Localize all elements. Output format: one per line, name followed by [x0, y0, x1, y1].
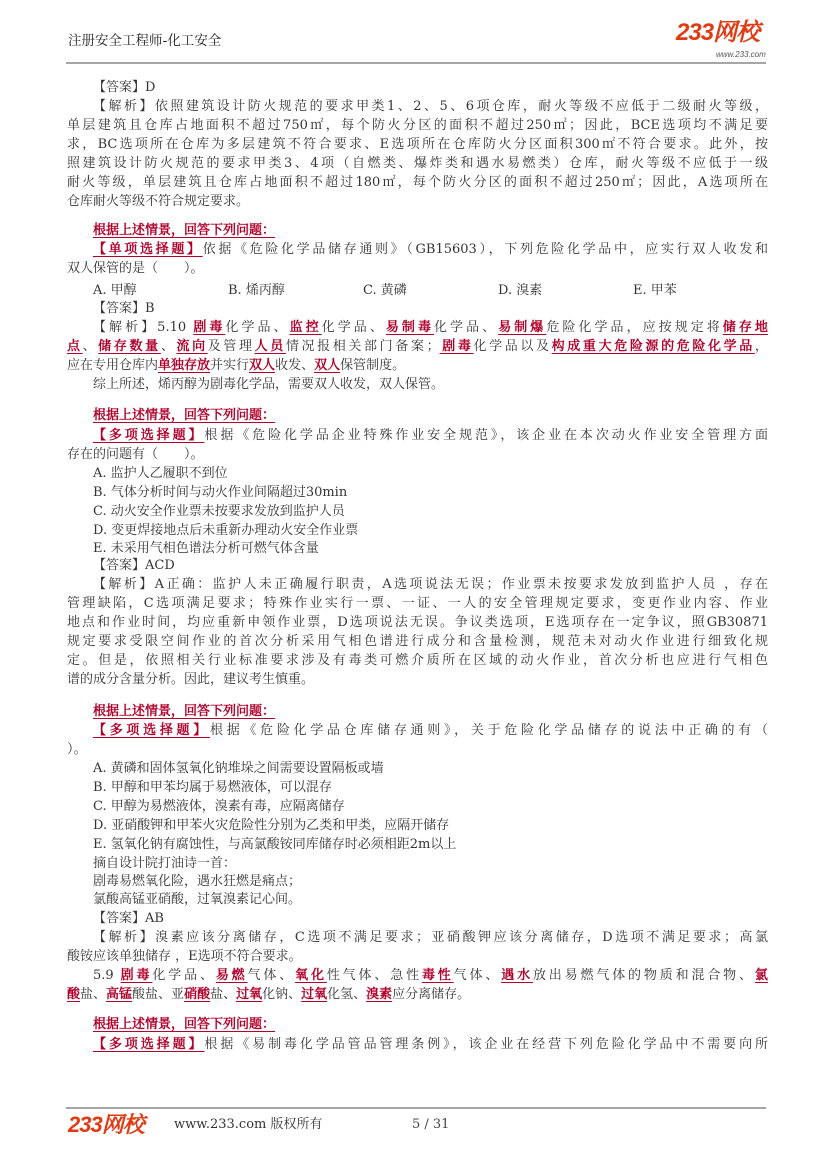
text-line [67, 337, 768, 356]
text-line [67, 594, 768, 613]
text-line [67, 356, 768, 375]
highlighted-keyword: 遇水 [501, 968, 533, 983]
section-prompt [93, 702, 768, 721]
text-segment: 依据《危险化学品储存通则》（GB15603），下列危险化学品中，应实行双人收发和 [202, 242, 768, 257]
text-line [67, 173, 768, 192]
highlighted-keyword: 剧毒 [120, 968, 153, 983]
text-segment: 摘自设计院打油诗一首： [93, 856, 237, 871]
text-line [67, 192, 768, 211]
text-line [93, 556, 768, 575]
text-line [67, 632, 768, 651]
text-segment: 剧毒易燃氧化险，遇水狂燃是痛点； [93, 874, 302, 889]
options-row [93, 281, 768, 300]
text-segment: 存在的问题有（ ）。 [67, 447, 204, 462]
text-segment: 根据上述情景，回答下列问题： [93, 704, 276, 719]
text-segment: 根据《危险化学品企业特殊作业安全规范》，该企业在本次动火作业安全管理方面 [204, 428, 768, 443]
highlighted-keyword: 硝酸 [184, 987, 211, 1002]
text-segment: 化学品、 [434, 320, 499, 335]
text-segment: 【答案】B [93, 301, 155, 316]
text-line [67, 651, 768, 670]
text-segment: B. 甲醇和甲苯均属于易燃液体，可以混存 [93, 780, 332, 795]
text-segment: 盐、 [80, 987, 107, 1002]
text-segment: ）。 [67, 742, 87, 757]
text-line [93, 872, 768, 891]
text-line [93, 1035, 768, 1054]
highlighted-keyword: 监控 [289, 320, 322, 335]
brand-logo-url: www.233.com [716, 50, 766, 59]
text-line [67, 985, 768, 1004]
highlighted-keyword: 易燃 [215, 968, 248, 983]
copyright-text: www.233.com 版权所有 [174, 1117, 323, 1132]
text-segment: E. 未采用气相色谱法分析可燃气体含量 [93, 541, 319, 556]
highlighted-keyword: 易制毒 [385, 320, 435, 335]
highlighted-keyword: 【多项选择题】 [93, 723, 210, 738]
highlighted-keyword: 【多项选择题】 [93, 1037, 205, 1052]
highlighted-keyword: 流向 [176, 339, 208, 354]
text-segment: 5.9 [93, 968, 121, 983]
text-segment: D. 亚硝酸钾和甲苯火灾危险性分别为乙类和甲类，应隔开储存 [93, 818, 450, 833]
highlighted-keyword: 过氧 [301, 987, 328, 1002]
text-segment: B. 气体分析时间与动火作业间隔超过30min [93, 485, 348, 500]
text-segment: 、 [82, 339, 99, 354]
highlighted-keyword: 构成重大危险源的危险化学品 [551, 339, 755, 354]
text-segment: 应分离储存。 [392, 987, 471, 1002]
text-segment: 【答案】ACD [93, 558, 175, 573]
text-line [67, 740, 768, 759]
text-segment: 管理缺陷，C选项满足要求；特殊作业实行一票、一证、一人的安全管理规定要求，变更作业内容、作业 [67, 596, 768, 611]
highlighted-keyword: 易制爆 [498, 320, 547, 335]
highlighted-keyword: 双人 [314, 358, 341, 373]
text-line [93, 575, 768, 594]
text-line [93, 928, 768, 947]
highlighted-keyword: 人员 [254, 339, 286, 354]
text-segment: 化学品、 [152, 968, 216, 983]
text-segment: 收发、 [275, 358, 315, 373]
highlighted-keyword: 双人 [249, 358, 276, 373]
text-segment: 【解析】依照建筑设计防火规范的要求甲类1、2、5、6项仓库，耐火等级不应低于二级耐火等级， [93, 99, 768, 114]
text-segment: 照建筑设计防火规范的要求甲类3、4项（自燃类、爆炸类和遇水易燃类）仓库，耐火等级不应低于一级 [67, 156, 768, 171]
text-segment: 危险化学品，应按规定将 [546, 320, 723, 335]
highlighted-keyword: 酸 [67, 987, 81, 1002]
text-line [93, 375, 768, 394]
highlighted-keyword: 剧毒 [439, 339, 474, 354]
text-line [93, 909, 768, 928]
highlighted-keyword: 点 [67, 339, 83, 354]
text-segment: C. 动火安全作业票未按要求发放到监护人员 [93, 504, 345, 519]
text-segment: 规定要求受限空间作业的首次分析采用气相色谱进行成分和含量检测，规范未对动火作业进行细致化规 [67, 634, 768, 649]
text-segment: 根据上述情景，回答下列问题： [93, 408, 276, 423]
text-line [93, 299, 768, 318]
brand-logo: 233网校 [676, 19, 760, 46]
text-segment: 氯酸高锰亚硝酸，过氧溴素记心间。 [93, 892, 302, 907]
document-title: 注册安全工程师-化工安全 [68, 33, 222, 49]
text-segment: 根据《危险化学品仓库储存通则》，关于危险化学品储存的说法中正确的有（ [209, 723, 768, 738]
text-line [67, 154, 768, 173]
highlighted-keyword: 剧毒 [193, 320, 226, 335]
text-segment: 及管理 [207, 339, 255, 354]
text-segment: C. 甲醇为易燃液体，溴素有毒，应隔离储存 [93, 799, 345, 814]
text-line [67, 670, 768, 689]
section-prompt [93, 1015, 768, 1034]
text-segment: 保管制度。 [340, 358, 406, 373]
highlighted-keyword: 单独存放 [158, 358, 211, 373]
text-segment: 气体、 [247, 968, 296, 983]
text-line [67, 613, 768, 632]
text-segment: 酸盐、亚 [132, 987, 185, 1002]
text-segment: 情况报相关部门备案； [285, 339, 440, 354]
text-segment: 应在专用仓库内 [67, 358, 159, 373]
text-line [93, 521, 768, 540]
text-line [93, 318, 768, 337]
highlighted-keyword: 氯 [754, 968, 768, 983]
text-line [93, 721, 768, 740]
text-segment: 、 [160, 339, 177, 354]
option-item: E. 甲苯 [633, 283, 677, 298]
highlighted-keyword: 毒性 [421, 968, 454, 983]
text-line [67, 947, 768, 966]
text-segment: 【解析】5.10 [93, 320, 194, 335]
text-line [67, 259, 768, 278]
text-segment: 仓库耐火等级不符合规定要求。 [67, 194, 250, 209]
text-segment: 化学品、 [225, 320, 290, 335]
text-line [93, 797, 768, 816]
text-line [93, 778, 768, 797]
text-segment: 耐火等级，单层建筑且仓库占地面积不超过180㎡，每个防火分区的面积不超过250㎡；因此，A选项所在 [67, 175, 768, 190]
text-segment: 并实行 [210, 358, 250, 373]
highlighted-keyword: 【单项选择题】 [93, 242, 203, 257]
highlighted-keyword: 溴素 [366, 987, 393, 1002]
text-line [93, 854, 768, 873]
text-line [93, 78, 768, 97]
text-segment: 综上所述，烯丙醇为剧毒化学品，需要双人收发，双人保管。 [93, 377, 445, 392]
page-number: 5 / 31 [412, 1117, 450, 1132]
text-line [93, 464, 768, 483]
footer-logo: 233网校 [68, 1112, 144, 1137]
text-segment: 双人保管的是（ ）。 [67, 261, 204, 276]
text-line [93, 835, 768, 854]
text-line [93, 502, 768, 521]
highlighted-keyword: 氧化 [295, 968, 327, 983]
text-segment: 放出易燃气体的物质和混合物、 [532, 968, 755, 983]
text-segment: 化钠、 [262, 987, 302, 1002]
text-segment: 化学品、 [321, 320, 386, 335]
header-divider [66, 62, 766, 64]
highlighted-keyword: 过氧 [236, 987, 263, 1002]
text-line [93, 240, 768, 259]
text-segment: 根据《易制毒化学品管品管理条例》，该企业在经营下列危险化学品中不需要向所 [204, 1037, 768, 1052]
option-item: A. 甲醇 [93, 283, 137, 298]
option-item: C. 黄磷 [363, 283, 407, 298]
text-line [93, 426, 768, 445]
text-line [93, 816, 768, 835]
highlighted-keyword: 储存数量 [98, 339, 161, 354]
highlighted-keyword: 储存地 [722, 320, 768, 335]
text-segment: 化氢、 [327, 987, 367, 1002]
text-segment: 性气体、急性 [326, 968, 422, 983]
text-line [93, 483, 768, 502]
text-line [67, 116, 768, 135]
text-segment: A. 黄磷和固体氢氧化钠堆垛之间需要设置隔板或墙 [93, 761, 384, 776]
text-line [93, 759, 768, 778]
text-segment: 根据上述情景，回答下列问题： [93, 223, 276, 238]
section-prompt [93, 406, 768, 425]
footer-divider [66, 1107, 766, 1109]
text-segment: 单层建筑且仓库占地面积不超过750㎡，每个防火分区的面积不超过250㎡；因此，BCE选项均不满足要 [67, 118, 768, 133]
text-segment: 气体、 [453, 968, 502, 983]
text-line [93, 966, 768, 985]
text-segment: 【解析】A正确：监护人未正确履行职责，A选项说法无误；作业票未按要求发放到监护人员 ，存在 [93, 577, 768, 592]
text-segment: 化学品以及 [473, 339, 552, 354]
text-segment: ， [754, 339, 768, 354]
text-line [67, 135, 768, 154]
highlighted-keyword: 【多项选择题】 [93, 428, 205, 443]
text-segment: A. 监护人乙履职不到位 [93, 466, 228, 481]
text-segment: 盐、 [210, 987, 237, 1002]
text-line [67, 445, 768, 464]
option-item: D. 溴素 [498, 283, 543, 298]
text-segment: 谱的成分含量分析。因此，建议考生慎重。 [67, 672, 315, 687]
text-segment: D. 变更焊接地点后未重新办理动火安全作业票 [93, 523, 359, 538]
text-segment: 定。但是，依照相关行业标准要求涉及有毒类可燃介质所在区域的动火作业，首次分析也应进行气相色 [67, 653, 768, 668]
section-prompt [93, 221, 768, 240]
text-segment: 【答案】AB [93, 911, 164, 926]
text-line [93, 97, 768, 116]
text-segment: 【解析】溴素应该分离储存，C选项不满足要求；亚硝酸钾应该分离储存，D选项不满足要求；高氯 [93, 930, 768, 945]
text-segment: 地点和作业时间，均应重新申领作业票，D选项说法无误。争议类选项，E选项存在一定争议，照GB30871 [67, 615, 768, 630]
text-segment: 【答案】D [93, 80, 156, 95]
text-segment: 酸铵应该单独储存 ，E选项不符合要求。 [67, 949, 302, 964]
text-line [93, 890, 768, 909]
text-segment: 求，BC选项所在仓库为多层建筑不符合要求、E选项所在仓库防火分区面积300㎡不符合要求。此外，按 [67, 137, 768, 152]
text-segment: E. 氢氧化钠有腐蚀性，与高氯酸铵同库储存时必须相距2m以上 [93, 837, 457, 852]
highlighted-keyword: 高锰 [106, 987, 133, 1002]
text-segment: 根据上述情景，回答下列问题： [93, 1017, 276, 1032]
option-item: B. 烯丙醇 [228, 283, 285, 298]
